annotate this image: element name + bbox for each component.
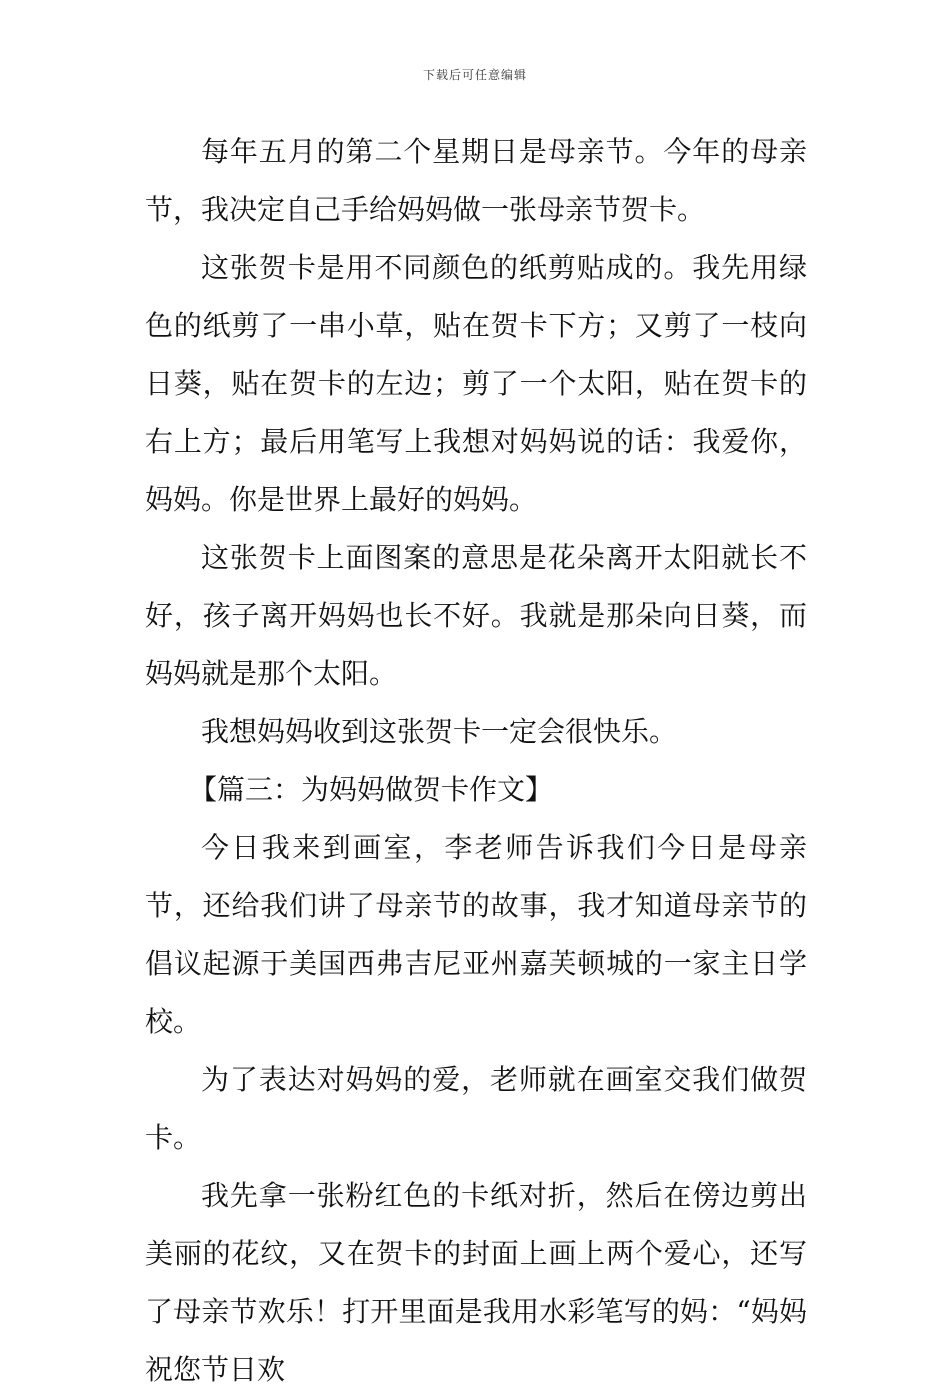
paragraph-4: 我想妈妈收到这张贺卡一定会很快乐。 — [201, 715, 678, 748]
paragraph-2: 这张贺卡是用不同颜色的纸剪贴成的。我先用绿色的纸剪了一串小草，贴在贺卡下方；又剪了一枝向日葵，贴在贺卡的左边；剪了一个太阳，贴在贺卡的右上方；最后用笔写上我想对妈妈说的话：我爱你，妈妈。你是世界上最好的妈妈。 — [145, 251, 807, 516]
paragraph-7: 我先拿一张粉红色的卡纸对折，然后在傍边剪出美丽的花纹，又在贺卡的封面上画上两个爱心，还写了母亲节欢乐！打开里面是我用水彩笔写的妈：“妈妈祝您节日欢 — [145, 1179, 807, 1386]
paragraph-6: 为了表达对妈妈的爱，老师就在画室交我们做贺卡。 — [145, 1063, 807, 1154]
paragraph-1: 每年五月的第二个星期日是母亲节。今年的母亲节，我决定自己手给妈妈做一张母亲节贺卡。 — [145, 135, 807, 226]
paragraph-5: 今日我来到画室，李老师告诉我们今日是母亲节，还给我们讲了母亲节的故事，我才知道母亲节的倡议起源于美国西弗吉尼亚州嘉芙顿城的一家主日学校。 — [145, 831, 807, 1038]
page-header: 下载后可任意编辑 — [422, 68, 527, 82]
section-heading: 【篇三：为妈妈做贺卡作文】 — [189, 773, 554, 806]
document-body — [145, 123, 807, 1399]
paragraph-3: 这张贺卡上面图案的意思是花朵离开太阳就长不好，孩子离开妈妈也长不好。我就是那朵向日葵，而妈妈就是那个太阳。 — [145, 541, 807, 690]
